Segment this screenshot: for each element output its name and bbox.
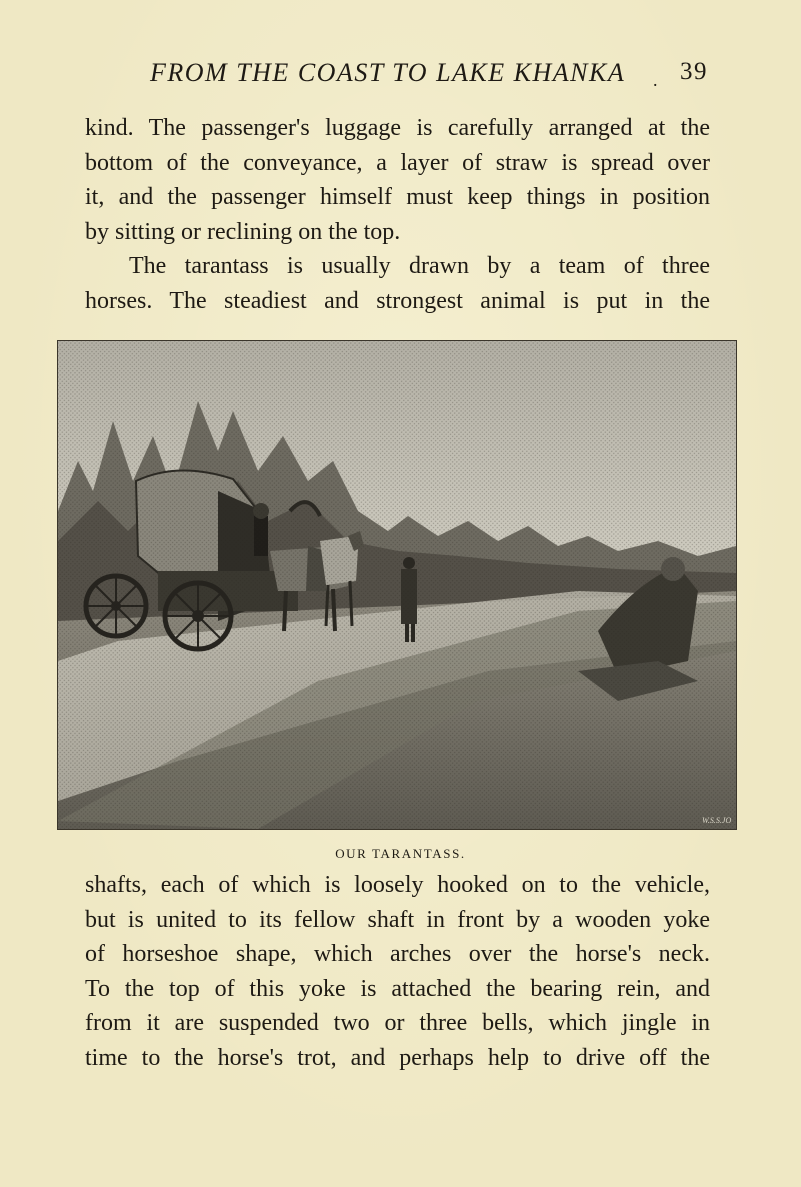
body-text-bottom	[85, 868, 710, 1075]
halftone-illustration	[57, 340, 737, 830]
text-line: by sitting or reclining on the top.	[85, 218, 401, 245]
body-text-top	[85, 111, 710, 318]
text-line: time to the horse's trot, and perhaps help to drive off the	[85, 1044, 710, 1071]
running-head-separator: .	[653, 70, 659, 90]
running-head	[150, 58, 730, 98]
text-line: of horseshoe shape, which arches over the horse's neck.	[85, 941, 710, 967]
text-line: shafts, each of which is loosely hooked on to the vehicle,	[85, 872, 710, 898]
page-number: 39	[680, 58, 708, 85]
text-line: horses. The steadiest and strongest animal is put in the	[85, 287, 710, 314]
text-line: kind. The passenger's luggage is carefully arranged at the	[85, 115, 710, 141]
text-line: from it are suspended two or three bells, which jingle in	[85, 1010, 710, 1036]
text-line: To the top of this yoke is attached the bearing rein, and	[85, 975, 710, 1002]
text-line: The tarantass is usually drawn by a team of three	[129, 253, 710, 279]
running-head-title: FROM THE COAST TO LAKE KHANKA	[150, 58, 626, 87]
text-line: but is united to its fellow shaft in front by a wooden yoke	[85, 906, 710, 933]
engraver-signature: W.S.S.JO	[702, 816, 732, 825]
figure-caption: OUR TARANTASS.	[335, 846, 466, 861]
text-line: bottom of the conveyance, a layer of straw is spread over	[85, 149, 710, 176]
text-line: it, and the passenger himself must keep things in position	[85, 184, 710, 210]
